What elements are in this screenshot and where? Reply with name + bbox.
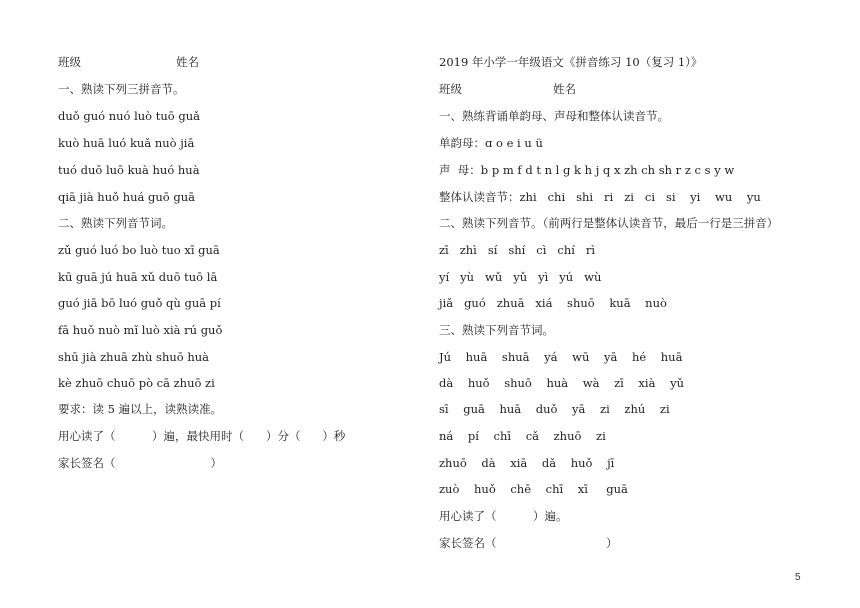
initials-line: 声 母：b p m f d t n l g k h j q x zh ch sh r z c s y w: [439, 163, 735, 177]
right-section2-title: 二、熟读下列音节。（前两行是整体认读音节，最后一行是三拼音）: [439, 216, 779, 230]
right-section3-line: sī guā huā duǒ yā zi zhú zi: [439, 402, 670, 416]
right-name-label: 姓名: [553, 82, 576, 96]
right-class-label: 班级: [439, 82, 462, 96]
left-section2-title: 二、熟读下列音节词。: [58, 216, 173, 230]
right-section1-title: 一、熟练背诵单韵母、声母和整体认读音节。: [439, 109, 669, 123]
left-section2-line: kū guā jú huā xǔ duō tuō lā: [58, 270, 218, 284]
left-section2-line: zǔ guó luó bo luò tuo xī guā: [58, 243, 220, 257]
right-read-count: 用心读了（ ）遍。: [439, 509, 568, 523]
whole-syllables-line: 整体认读音节：zhi chi shi ri zi ci si yi wu yu: [439, 190, 761, 204]
left-section2-line: shū jià zhuā zhù shuō huà: [58, 350, 209, 364]
left-requirement: 要求：读 5 遍以上，读熟读准。: [58, 402, 223, 416]
left-section1-line: duǒ guó nuó luò tuō guǎ: [58, 109, 200, 123]
page-number: 5: [795, 572, 801, 583]
right-section3-line: Jú huā shuā yá wū yā hé huā: [439, 350, 683, 364]
left-section2-line: kè zhuō chuō pò cā zhuō zi: [58, 376, 215, 390]
right-section2-line: zī zhì sí shí cì chí rì: [439, 243, 596, 257]
right-section3-line: dà huǒ shuō huà wà zī xià yǔ: [439, 376, 684, 390]
left-section1-line: qiā jià huǒ huá guō guā: [58, 190, 195, 204]
doc-title: 2019 年小学一年级语文《拼音练习 10（复习 1）》: [439, 55, 703, 69]
right-section3-line: zuò huǒ chē chī xī guā: [439, 482, 628, 496]
left-section2-line: guó jiā bō luó guǒ qù guā pí: [58, 296, 221, 310]
left-section2-line: fā huǒ nuò mǐ luò xià rú guǒ: [58, 323, 223, 337]
left-name-label: 姓名: [176, 55, 199, 69]
finals-line: 单韵母：ɑ o e i u ü: [439, 136, 543, 150]
right-section2-line: yí yù wǔ yǔ yì yú wù: [439, 270, 602, 284]
left-read-count: 用心读了（ ）遍，最快用时（ ）分（ ）秒: [58, 429, 346, 443]
left-parent-sign: 家长签名（ ）: [58, 456, 223, 470]
right-section3-title: 三、熟读下列音节词。: [439, 323, 554, 337]
right-section3-line: ná pí chī cǎ zhuō zi: [439, 429, 606, 443]
right-parent-sign: 家长签名（ ）: [439, 536, 618, 550]
left-class-label: 班级: [58, 55, 81, 69]
left-section1-line: tuó duō luō kuà huó huà: [58, 163, 200, 177]
left-section1-title: 一、熟读下列三拼音节。: [58, 82, 185, 96]
right-section3-line: zhuō dà xiā dǎ huǒ jī: [439, 456, 615, 470]
right-section2-line: jiǎ guó zhuā xiá shuō kuā nuò: [439, 296, 667, 310]
left-section1-line: kuò huā luó kuǎ nuò jiā: [58, 136, 195, 150]
